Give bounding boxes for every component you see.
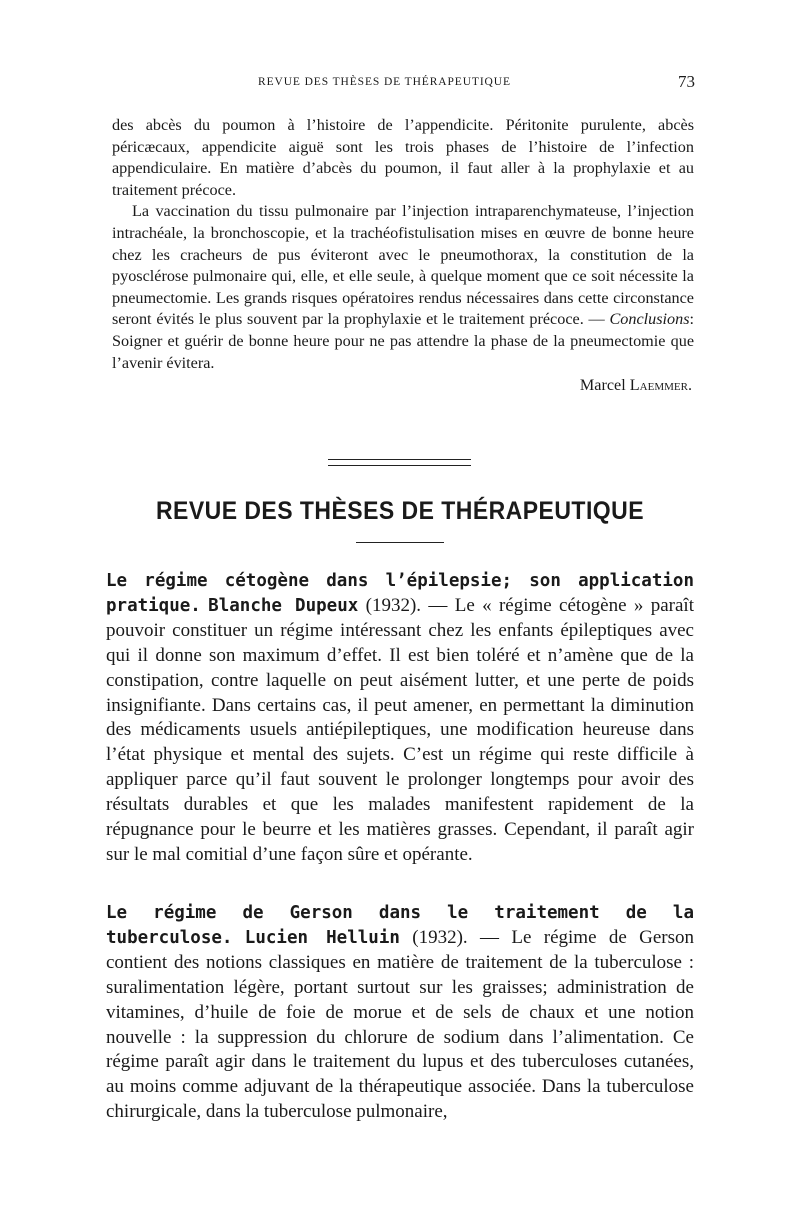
running-head: REVUE DES THÈSES DE THÉRAPEUTIQUE [258,76,511,88]
thesis-year: (1932). [365,594,422,616]
thesis-entry [106,901,694,1125]
previous-article-continuation [112,115,694,397]
author-signature [112,375,694,397]
thesis-paragraph [106,901,694,1125]
signature-first-name: Marcel [579,376,626,395]
thesis-author: Lucien Helluin [244,927,400,948]
thesis-entry [106,569,694,868]
thesis-author: Blanche Dupeux [208,595,359,616]
thesis-year: (1932). [412,926,468,948]
article-separator [328,459,471,466]
previous-article-paragraph: des abcès du poumon à l’histoire de l’appendicite. Péritonite purulente, abcès péricæcaux, appendicite aiguë sont les trois phases de l’histoire de l’infection appendiculaire. En matière d’abcès du poumon, il faut aller à la prophylaxie et au traitement précoce. [112,116,694,199]
thesis-body: — Le régime de Gerson contient des notions classiques en matière de traitement de la tuberculose : suralimentation légère, portant surtout sur les graisses; administration de vitamines, d’huile de foie de morue et de sels de chaux et une notion nouvelle : la suppression du chlorure de sodium dans l’alimentation. Ce régime paraît agir dans le traitement du lupus et des tuberculoses cutanées, au moins comme adjuvant de la thérapeutique associée. Dans la tuberculose chirurgicale, dans la tuberculose pulmonaire, [106,926,695,1123]
thesis-title: Le régime de Gerson dans le traitement de la tuberculose. [106,903,694,948]
section-title: REVUE DES THÈSES DE THÉRAPEUTIQUE [155,497,645,525]
thesis-body: — Le « régime cétogène » paraît pouvoir constituer un régime intéressant chez les enfants épileptiques avec qui il donne son maximum d’effet. Il est bien toléré et n’amène que de la constipation, contre laquelle on peut aisément lutter, et une perte de poids insignifiante. Dans certains cas, il peut amener, en permettant la diminution des médicaments usuels antiépileptiques, une modification heureuse dans l’état physique et mental des sujets. C’est un régime qui reste difficile à appliquer parce qu’il faut souvent le prolonger longtemps pour avoir des résultats durables et que les malades manifestent rapidement de la répugnance pour le beurre et les matières grasses. Cependant, il paraît agir sur le mal comitial d’une façon sûre et opérante. [106,594,694,865]
previous-article-text: La vaccination du tissu pulmonaire par l’injection intraparenchymateuse, l’injection intrachéale, la bronchoscopie, et la trachéofistulisation mises en œuvre de bonne heure chez les cracheurs de pus éviteront avec le pneumothorax, la constitution de la pyosclérose pulmonaire qui, elle, et elle seule, à quelque moment que ce soit nécessite la pneumectomie. Les grands risques opératoires rendus nécessaires dans cette circonstance seront évités le plus souvent par la prophylaxie et le traitement précoce. — [112,202,694,329]
previous-article-paragraph [112,201,694,374]
thesis-title: Le régime cétogène dans l’épilepsie; son application pratique. [106,571,694,616]
page-number: 73 [678,72,695,91]
signature-last-name: Laemmer. [629,376,692,395]
section-title-rule [356,542,444,543]
conclusions-label: Conclusions [609,310,690,329]
conclusions-text: : Soigner et guérir de bonne heure pour ne pas attendre la phase de la pneumectomie que l’avenir évitera. [112,310,695,372]
thesis-paragraph [106,569,694,868]
